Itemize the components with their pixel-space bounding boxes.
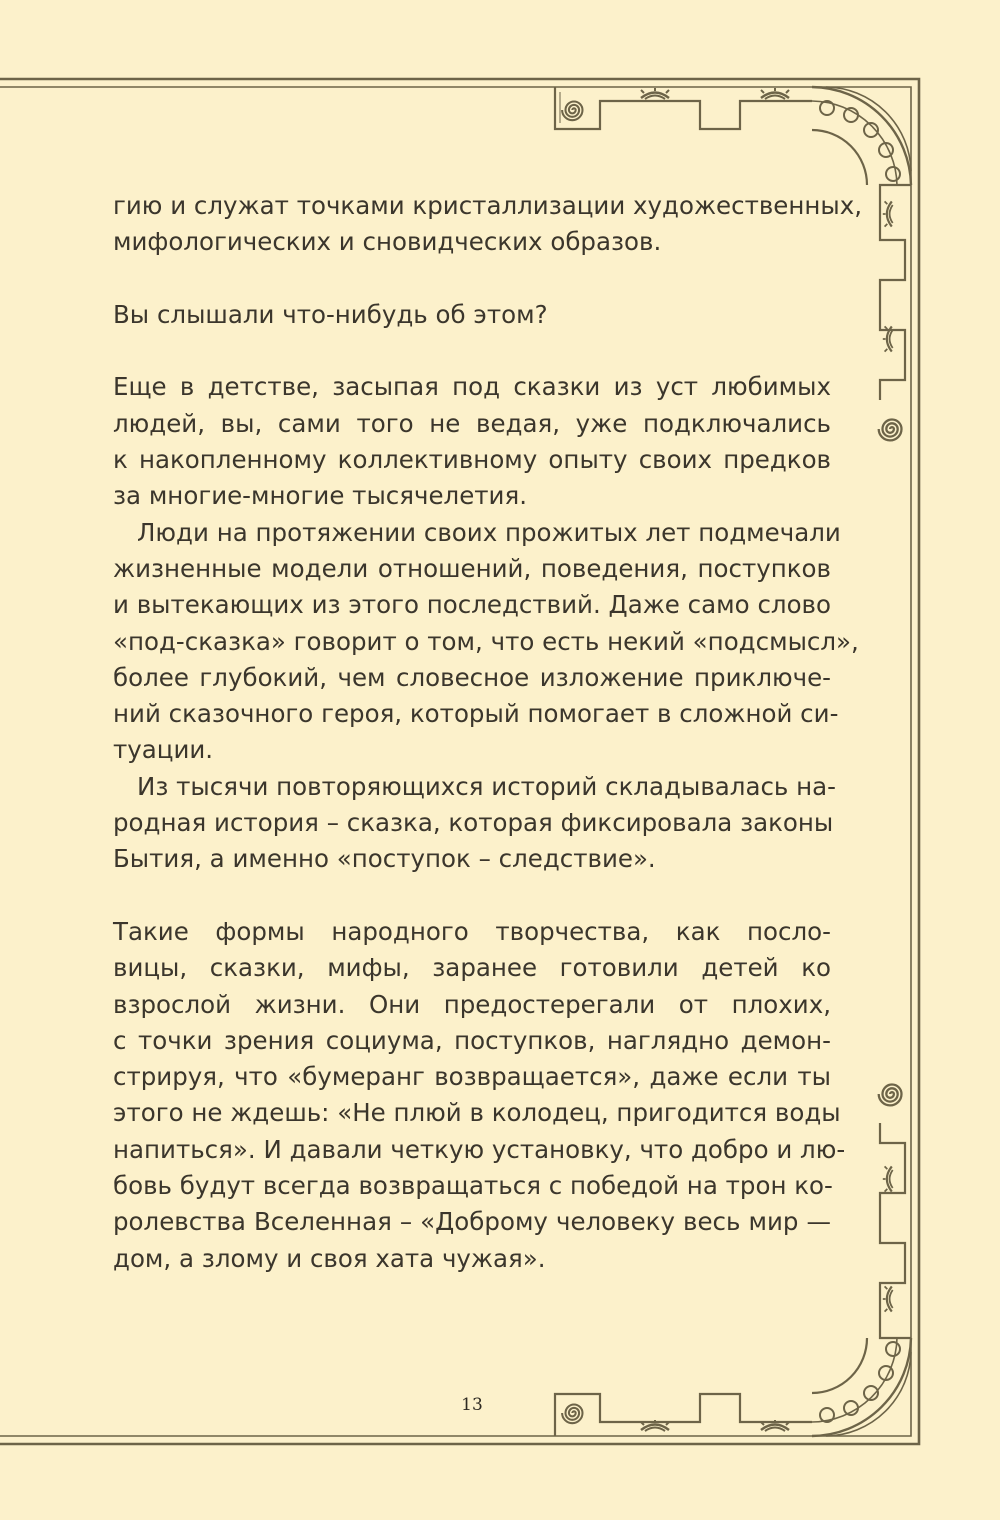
text-line: гию и служат точками кристаллизации художественных, — [113, 191, 863, 220]
text-line: Бытия, а именно «поступок – следствие». — [113, 844, 656, 874]
paragraph-2 — [113, 515, 859, 769]
text-line: этого не ждешь: «Не плюй в колодец, пригодится воды — [113, 1098, 841, 1128]
text-line: Такие формы народного творчества, как посло- — [113, 916, 831, 946]
text-line: родная история – сказка, которая фиксировала законы — [113, 808, 834, 838]
text-line: за многие-многие тысячелетия. — [113, 481, 527, 511]
paragraph-3 — [113, 769, 837, 878]
text-line: взрослой жизни. Они предостерегали от плохих, — [113, 989, 831, 1019]
text-line: стрируя, что «бумеранг возвращается», даже если ты — [113, 1062, 831, 1092]
paragraph-4 — [113, 914, 846, 1277]
text-line: туации. — [113, 735, 214, 765]
text-line: дом, а злому и своя хата чужая». — [113, 1243, 546, 1273]
paragraph-1 — [113, 369, 831, 514]
text-line: Из тысячи повторяющихся историй складывалась на- — [137, 771, 837, 801]
text-line: Еще в детстве, засыпая под сказки из уст любимых — [113, 372, 831, 402]
text-line: ний сказочного героя, который помогает в сложной си- — [113, 699, 839, 729]
question-line: Вы слышали что-нибудь об этом? — [113, 299, 548, 329]
text-line: Люди на протяжении своих прожитых лет подмечали — [137, 517, 841, 547]
text-line: людей, вы, сами того не ведая, уже подключались — [113, 408, 831, 438]
intro-paragraph — [113, 188, 863, 261]
page-body-text — [113, 188, 863, 1277]
text-line: ролевства Вселенная – «Доброму человеку весь мир — — [113, 1207, 831, 1237]
text-line: и вытекающих из этого последствий. Даже само слово — [113, 590, 831, 620]
text-line: «под-сказка» говорит о том, что есть некий «подсмысл», — [113, 626, 859, 656]
text-line: жизненные модели отношений, поведения, поступков — [113, 553, 831, 583]
page-number: 13 — [461, 1395, 483, 1415]
text-line: более глубокий, чем словесное изложение приключе- — [113, 662, 831, 692]
text-line: бовь будут всегда возвращаться с победой на трон ко- — [113, 1171, 833, 1201]
text-line: напиться». И давали четкую установку, что добро и лю- — [113, 1134, 846, 1164]
text-line: с точки зрения социума, поступков, наглядно демон- — [113, 1025, 831, 1055]
text-line: к накопленному коллективному опыту своих предков — [113, 445, 831, 475]
text-line: вицы, сказки, мифы, заранее готовили детей ко — [113, 953, 831, 983]
text-line: мифологических и сновидческих образов. — [113, 227, 662, 257]
